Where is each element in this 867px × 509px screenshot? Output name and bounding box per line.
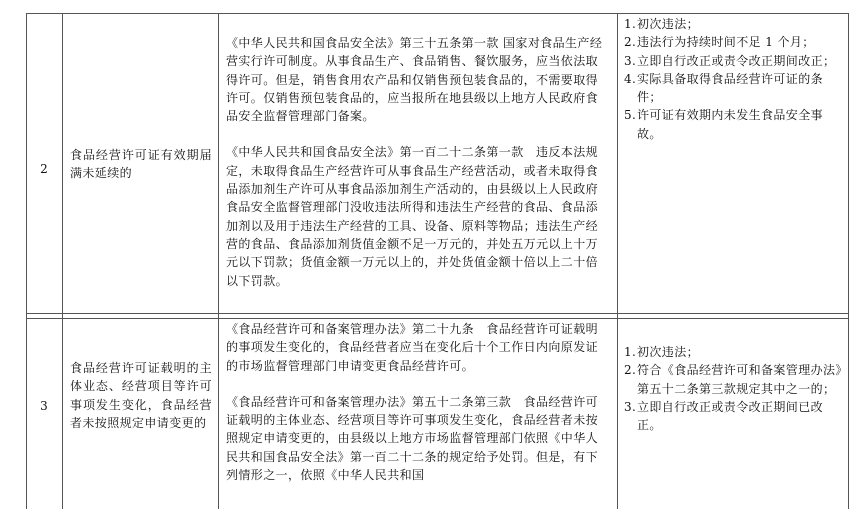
condition-item: 3. 立即自行改正或责令改正期间已改正。 — [624, 399, 824, 433]
condition-item: 4. 实际具备取得食品经营许可证的条件； — [624, 71, 824, 105]
law-clause: 《中华人民共和国食品安全法》第三十五条第一款 国家对食品生产经营实行许可制度。从事食品生产、食品销售、餐饮服务，应当依法取得许可。但是，销售食用农产品和仅销售预包装食品的，不需要取得许可。仅销售预包装食品的，应当报所在地县级以上地方人民政府食品安全监督管理部门备案。 — [226, 36, 603, 124]
condition-item: 2. 符合《食品经营许可和备案管理办法》第五十二条第三款规定其中之一的； — [624, 363, 842, 396]
col-divider-2 — [218, 13, 219, 509]
violation-description: 食品经营许可证有效期届满未延续的 — [70, 148, 212, 181]
condition-item: 5. 许可证有效期内未发生食品安全事故。 — [624, 108, 824, 141]
legal-basis — [226, 34, 610, 290]
condition-item: 1. 初次违法； — [624, 17, 700, 31]
exemption-conditions — [624, 15, 842, 143]
exemption-conditions — [624, 343, 842, 434]
table-right-border — [848, 13, 849, 509]
row-divider-bottom — [26, 318, 848, 319]
table-left-border — [26, 13, 27, 509]
row-number: 3 — [40, 399, 48, 413]
legal-basis — [226, 320, 610, 484]
condition-item: 2. 违法行为持续时间不足 1 个月； — [624, 35, 815, 50]
law-clause: 《食品经营许可和备案管理办法》第二十九条 食品经营许可证载明的事项发生变化的，食品经营者应当在变化后十个工作日内向原发证的市场监督管理部门申请变更食品经营许可。 — [226, 322, 599, 373]
condition-item: 3. 立即自行改正或责令改正期间改正； — [624, 53, 836, 68]
col-divider-3 — [617, 13, 618, 509]
table-top-border — [26, 13, 848, 14]
violation-description: 食品经营许可证载明的主体业态、经营项目等许可事项发生变化，食品经营者未按照规定申请变更的 — [70, 361, 212, 430]
row-number: 2 — [40, 162, 48, 176]
col-divider-1 — [62, 13, 63, 509]
condition-item: 1. 初次违法； — [624, 345, 700, 359]
row-divider-top — [26, 313, 848, 314]
law-clause: 《中华人民共和国食品安全法》第一百二十二条第一款 违反本法规定，未取得食品生产经营许可从事食品生产经营活动，或者未取得食品添加剂生产许可从事食品添加剂生产活动的，由县级以上人民政府食品安全监督管理部门没收违法所得和违法生产经营的食品、食品添加剂以及用于违法生产经营的工具、设备、原料等物品；违法生产经营的食品、食品添加剂货值金额不足一万元的，并处五万元以上十万元以下罚款；货值金额一万元以上的，并处货值金额十倍以上二十倍以下罚款。 — [226, 145, 599, 288]
law-clause: 《食品经营许可和备案管理办法》第五十二条第三款 食品经营许可证载明的主体业态、经营项目等许可事项发生变化，食品经营者未按照规定申请变更的，由县级以上地方市场监督管理部门依照《中华人民共和国食品安全法》第一百二十二条的规定给予处罚。但是，有下列情形之一，依照《中华人民共和国 — [226, 394, 599, 483]
